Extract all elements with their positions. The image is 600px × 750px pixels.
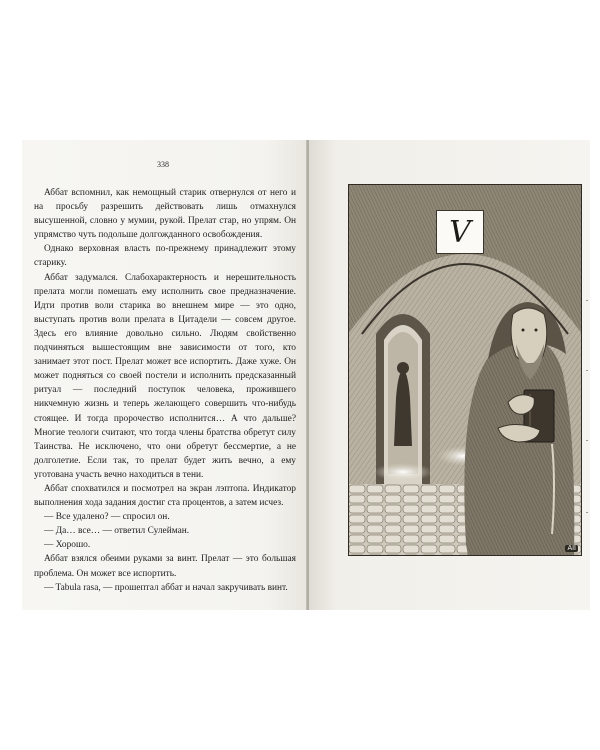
paragraph: — Все удалено? — спросил он.	[44, 512, 170, 523]
page-edge-mark	[586, 512, 588, 513]
right-page	[309, 140, 590, 610]
page-edge-mark	[586, 440, 588, 441]
left-page	[22, 140, 307, 610]
paragraph: Однако верховная власть по-прежнему принадлежит этому старику.	[34, 244, 296, 269]
paragraph: — Tabula rasa, — прошептал аббат и начал закручивать винт.	[44, 582, 288, 593]
chapter-numeral-box	[436, 210, 484, 254]
page-number: 338	[157, 160, 169, 169]
page-edge-mark	[586, 370, 588, 371]
page-text	[34, 186, 296, 595]
paragraph: Аббат спохватился и посмотрел на экран лэптопа. Индикатор выполнения хода задания достиг ста процентов, а затем исчез.	[34, 483, 296, 509]
chapter-numeral: V	[449, 214, 471, 250]
open-book	[22, 140, 590, 610]
artist-signature: AII	[567, 545, 576, 552]
chapter-illustration	[348, 184, 582, 556]
paragraph: — Хорошо.	[44, 540, 91, 551]
paragraph: Аббат задумался. Слабохарактерность и нерешительность прелата могли помешать ему исполнить свое предназначение. Идти против воли старика во внешнем мире — это одно, выступать против воли прелата в Цитадели — совсем другое. Здесь его влияние довольно сильно. Людям свойственно подчиняться вышестоящим вне зависимости от того, кто занимает этот пост. Прелат может все испортить. Даже хуже. Он может подняться со своей постели и исполнить предсказанный ритуал — последний поступок человека, прожившего никчемную жизнь и теперь желающего совершить что-нибудь стоящее. И тогда пророчество исполнится… А что дальше? Многие теологи считают, что тогда члены братства обретут силу Таинства. Не исключено, что они обретут бессмертие, а не долголетие. Если так, то прелат будет жить вечно, а ему уготована участь вечно находиться в тени.	[34, 272, 296, 480]
page-edge-mark	[586, 300, 588, 301]
paragraph: Аббат вспомнил, как немощный старик отвернулся от него и на просьбу разрешить действовать лишь отмахнулся высушенной, словно у мумии, рукой. Прелат стар, но упрям. Он упрямство чуть подольше долгожданного освобождения.	[34, 188, 296, 241]
paragraph: — Да… все… — ответил Сулейман.	[44, 526, 190, 537]
paragraph: Аббат взялся обеими руками за винт. Прелат — это большая проблема. Он может все испортить.	[34, 554, 296, 579]
